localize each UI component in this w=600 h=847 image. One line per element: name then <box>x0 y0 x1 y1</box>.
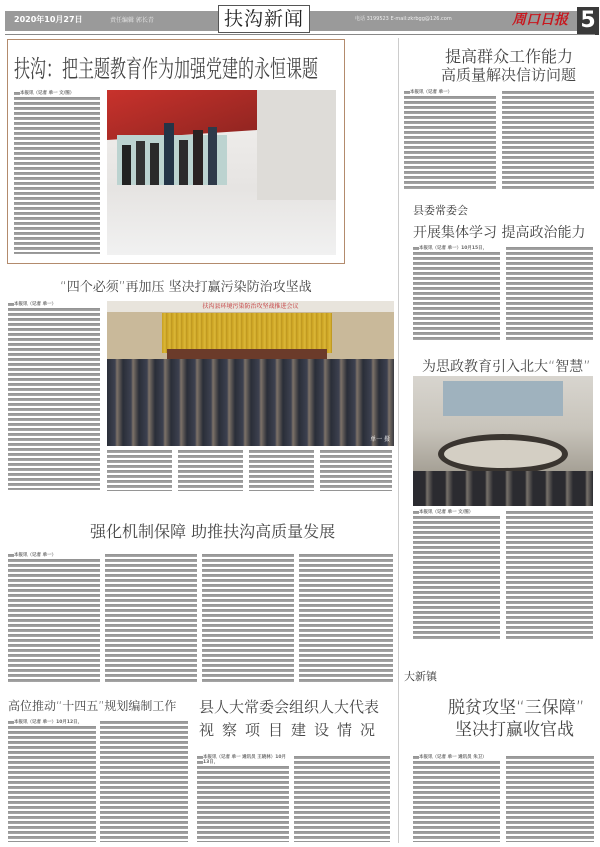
pollution-body-col5 <box>320 449 392 491</box>
study-kicker: 县委常委会 <box>413 204 468 217</box>
petition-body-col1 <box>404 90 496 190</box>
pollution-body-col4 <box>249 449 314 491</box>
pku-byline: 本报讯（记者 单一 文/图） <box>419 510 500 515</box>
poverty-headline-line2: 坚决打赢收官战 <box>455 720 574 740</box>
study-byline: 本报讯（记者 单一）10月15日， <box>419 246 500 251</box>
plan-body-col1 <box>8 720 96 842</box>
lead-byline: 本报讯（记者 单一 文/图） <box>20 91 100 96</box>
poverty-headline-line1: 脱贫攻坚“三保障” <box>448 698 585 718</box>
petition-headline-line1: 提高群众工作能力 <box>445 47 574 66</box>
mechanism-body-col2 <box>105 553 197 683</box>
poverty-body-col2 <box>506 755 594 842</box>
pku-body-col2 <box>506 510 593 640</box>
masthead-rule <box>5 34 595 35</box>
pollution-photo <box>107 301 394 446</box>
mechanism-headline: 强化机制保障 助推扶沟高质量发展 <box>90 522 336 541</box>
pku-photo <box>413 376 593 506</box>
pollution-body-col2 <box>107 449 172 491</box>
petition-body-col2 <box>502 90 594 190</box>
poverty-body-col1 <box>413 755 500 842</box>
photo-credit: 单一 摄 <box>370 436 390 443</box>
mechanism-byline: 本报讯（记者 单一） <box>14 553 100 558</box>
pku-body-col1 <box>413 510 500 640</box>
mechanism-body-col4 <box>299 553 393 683</box>
npc-body-col2 <box>294 755 390 842</box>
npc-body-col1 <box>197 755 289 842</box>
column-divider <box>398 38 399 843</box>
pollution-headline: “四个必须”再加压 坚决打赢污染防治攻坚战 <box>60 280 312 295</box>
lead-headline: 扶沟：把主题教育作为加强党建的永恒课题 <box>14 54 319 83</box>
mechanism-body-col1 <box>8 553 100 683</box>
npc-headline-line2: 视察项目建设情况 <box>199 721 384 739</box>
plan-byline: 本报讯（记者 单一）10月12日， <box>14 720 96 725</box>
study-headline: 开展集体学习 提高政治能力 <box>413 225 586 241</box>
photo-banner: 扶沟县环境污染防治攻坚战推进会议 <box>107 301 394 312</box>
npc-headline-line1: 县人大常委会组织人大代表 <box>199 698 380 716</box>
issue-date: 2020年10月27日 <box>14 15 83 24</box>
pollution-byline: 本报讯（记者 单一） <box>14 302 100 307</box>
mechanism-body-col3 <box>202 553 294 683</box>
petition-byline: 本报讯（记者 单一） <box>410 90 496 95</box>
pollution-body-col3 <box>178 449 243 491</box>
lead-body <box>14 91 100 254</box>
pollution-body <box>8 302 100 490</box>
newspaper-logo: 周口日报 <box>512 12 568 28</box>
lead-photo <box>107 90 336 255</box>
pku-headline: 为思政教育引入北大“智慧” <box>422 359 591 375</box>
section-title: 扶沟新闻 <box>218 5 310 33</box>
study-body-col2 <box>506 246 593 341</box>
editor-credit: 责任编辑 郭长青 <box>110 17 154 24</box>
contact-info: 电话 3199523 E-mail:zkrbgg@126.com <box>355 16 452 22</box>
npc-byline: 本报讯（记者 单一 通讯员 王晓林）10月13日， <box>203 755 289 765</box>
petition-headline-line2: 高质量解决信访问题 <box>441 66 577 84</box>
study-body-col1 <box>413 246 500 341</box>
poverty-kicker: 大新镇 <box>404 670 437 683</box>
plan-body-col2 <box>100 720 188 842</box>
poverty-byline: 本报讯（记者 单一 通讯员 朱卫） <box>419 755 500 760</box>
plan-headline: 高位推动“十四五”规划编制工作 <box>8 699 177 713</box>
page-number: 5 <box>577 7 599 35</box>
